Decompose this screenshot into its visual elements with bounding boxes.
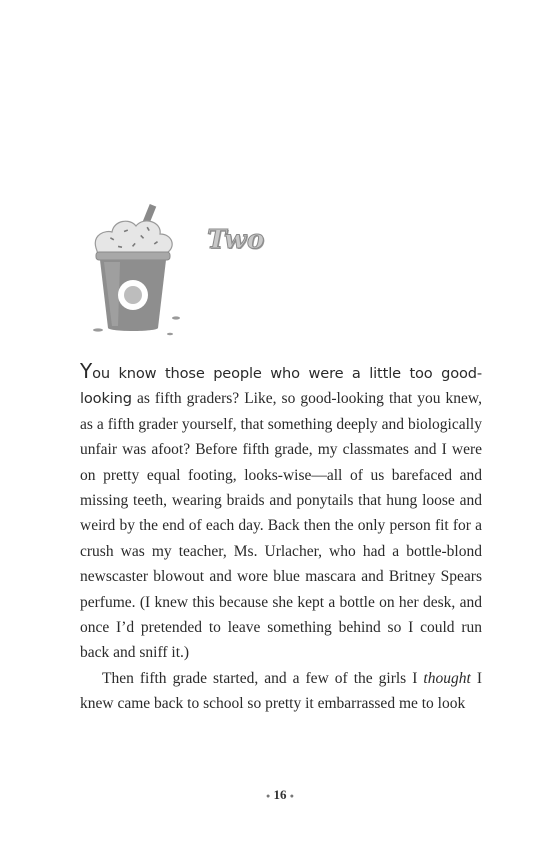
paragraph-2-text-end: I knew came back to school so pretty it embarrassed me to look — [80, 669, 482, 713]
first-line-text: ou know those people who were a little too good-looking — [80, 365, 482, 408]
paragraph-2-text-start: Then fifth grade started, and a few of the girls I — [102, 669, 424, 687]
paragraph-1 — [80, 359, 482, 666]
page-number-footer — [0, 787, 560, 803]
chapter-body — [80, 359, 482, 717]
chapter-title: Two — [207, 225, 265, 255]
bullet-icon: ● — [289, 792, 294, 801]
drop-letter: Y — [80, 359, 93, 383]
page-number: 16 — [273, 787, 287, 802]
paragraph-1-text: as fifth graders? Like, so good-looking that you knew, as a fifth grader yourself, that something deeply and biologically unfair was afoot? Before fifth grade, my classmates and I were on pretty equal footing, looks-wise—all of us barefaced and missing teeth, wearing braids and ponytails that hung loose and weird by the end of each day. Back then the only person fit for a crush was my teacher, Ms. Urlacher, who had a bottle-blond newscaster blowout and wore blue mascara and Britney Spears perfume. (I knew this because she kept a bottle on her desk, and once I’d pretended to leave something behind so I could run back and sniff it.) — [80, 390, 482, 662]
paragraph-2 — [80, 666, 482, 717]
milkshake-cup-icon — [84, 200, 194, 340]
bullet-icon: ● — [266, 792, 271, 801]
paragraph-2-emphasis: thought — [423, 669, 471, 687]
